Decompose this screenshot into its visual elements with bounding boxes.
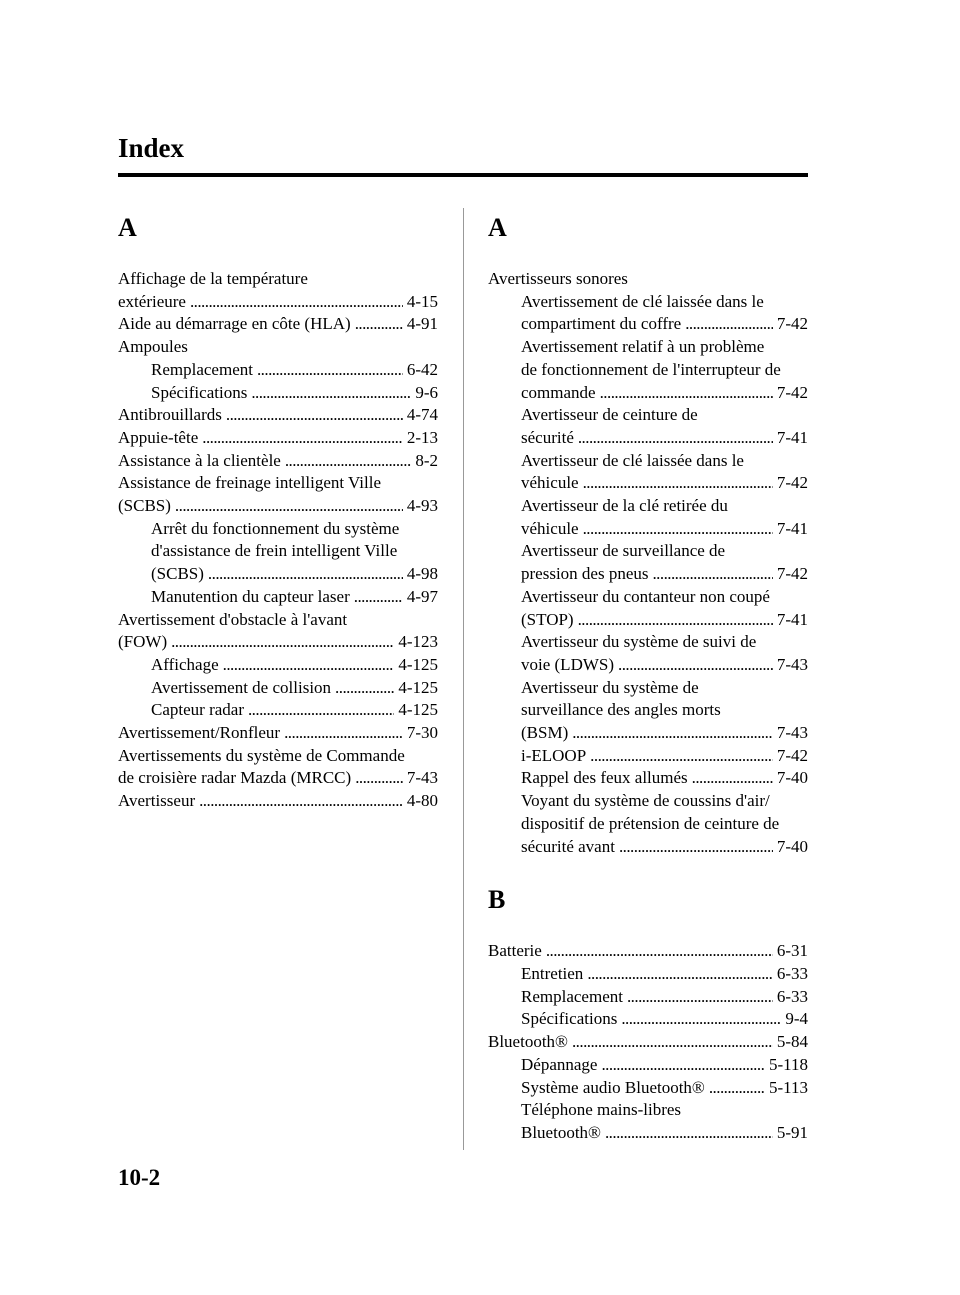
section-letter-a-continued: A [488,213,507,242]
dot-leader [248,699,394,722]
entry-page-ref: 6-33 [776,963,808,983]
entry-term: véhicule [521,518,579,538]
index-subentry-text: Avertisseur du système de [521,677,699,697]
entry-term: Avertisseur [118,791,196,811]
entry-term: voie (LDWS) [521,654,615,674]
entry-page-ref: 7-42 [776,314,808,334]
entry-term: Bluetooth® [488,1032,568,1052]
entry-page-ref: 4-15 [406,291,438,311]
entry-page-ref: 8-2 [415,450,438,470]
index-subentry [118,677,438,700]
dot-leader [175,495,403,518]
entry-page-ref: 6-42 [406,359,438,379]
entry-page-ref: 4-97 [406,586,438,606]
entry-page-ref: 4-125 [398,677,438,697]
entry-term: (SCBS) [151,564,204,584]
index-entry [118,427,438,450]
index-entry-text: Avertissements du système de Commande [118,745,405,765]
index-entry [118,313,438,336]
index-subentry [488,1008,808,1031]
entry-page-ref: 5-91 [776,1122,808,1142]
index-subentry [118,359,438,382]
dot-leader [572,722,773,745]
index-entry [118,722,438,745]
dot-leader [578,609,773,632]
index-subentry [488,1122,808,1145]
dot-leader [587,963,773,986]
index-subentry-text: de fonctionnement de l'interrupteur de [521,359,781,379]
index-subentry [118,382,438,405]
page-number: 10-2 [118,1165,161,1190]
index-subentry-text: Avertisseur de clé laissée dans le [521,450,744,470]
entry-term: extérieure [118,291,186,311]
index-subentry-text: Téléphone mains-libres [521,1100,682,1120]
dot-leader [354,586,403,609]
dot-leader [600,382,773,405]
index-subentry [488,313,808,336]
entry-term: Capteur radar [151,700,244,720]
entry-term: Avertissement de collision [151,677,332,697]
dot-leader [601,1054,765,1077]
index-entry [118,450,438,473]
entry-term: Entretien [521,963,584,983]
page-title: Index [118,133,185,163]
index-entry [488,1031,808,1054]
index-subentry [488,654,808,677]
entry-page-ref: 7-40 [776,836,808,856]
entry-page-ref: 7-42 [776,473,808,493]
entry-term: Assistance à la clientèle [118,450,281,470]
dot-leader [355,313,403,336]
index-subentry [488,836,808,859]
dot-leader [652,563,772,586]
entry-page-ref: 7-43 [776,723,808,743]
index-entry-text: Avertissement d'obstacle à l'avant [118,609,348,629]
entry-term: Affichage [151,654,219,674]
entry-term: sécurité avant [521,836,615,856]
index-subentry [488,382,808,405]
entry-page-ref: 7-42 [776,564,808,584]
entry-page-ref: 2-13 [406,427,438,447]
entry-term: Appuie-tête [118,427,199,447]
index-subentry [488,1077,808,1100]
index-entry [118,790,438,813]
dot-leader [578,427,773,450]
index-subentry-text: Voyant du système de coussins d'air/ [521,791,770,811]
entry-term: i-ELOOP [521,745,587,765]
entry-term: (SCBS) [118,496,171,516]
index-subentry [488,986,808,1009]
dot-leader [685,313,773,336]
entry-term: Dépannage [521,1054,598,1074]
entry-page-ref: 4-74 [406,405,438,425]
dot-leader [208,563,403,586]
dot-leader [285,450,411,473]
index-entry [118,495,438,518]
index-entry [118,404,438,427]
entry-term: Batterie [488,941,542,961]
index-entry-text: Avertisseurs sonores [488,269,628,288]
entry-page-ref: 7-43 [776,654,808,674]
index-subentry-text: Avertissement relatif à un problème [521,337,765,357]
index-subentry-text: Avertisseur de surveillance de [521,541,726,561]
index-subentry [488,767,808,790]
entry-page-ref: 7-40 [776,768,808,788]
entry-page-ref: 7-41 [776,609,808,629]
index-column-right [488,208,808,1145]
index-subentry-text: Avertisseur du contanteur non coupé [521,586,770,606]
index-entry [118,767,438,790]
header-rule [118,173,808,177]
dot-leader [692,767,773,790]
dot-leader [190,291,403,314]
entry-term: Manutention du capteur laser [151,586,350,606]
index-entry [118,291,438,314]
dot-leader [619,836,773,859]
entry-term: (FOW) [118,632,168,652]
entry-page-ref: 7-42 [776,745,808,765]
dot-leader [257,359,403,382]
dot-leader [202,427,403,450]
entry-term: sécurité [521,427,574,447]
entry-page-ref: 4-125 [398,654,438,674]
entry-page-ref: 9-6 [415,382,438,402]
index-entry [118,631,438,654]
entry-term: Spécifications [151,382,248,402]
dot-leader [226,404,403,427]
index-subentry [488,472,808,495]
index-list [488,940,808,1144]
entry-term: Remplacement [521,986,623,1006]
entry-page-ref: 5-118 [768,1054,808,1074]
index-subentry [488,963,808,986]
entry-page-ref: 9-4 [785,1009,808,1029]
entry-term: Bluetooth® [521,1122,601,1142]
dot-leader [605,1122,773,1145]
index-subentry-text: surveillance des angles morts [521,700,721,720]
index-entry-text: Ampoules [118,337,188,357]
index-subentry-text: Avertisseur du système de suivi de [521,632,757,652]
dot-leader [590,745,773,768]
entry-page-ref: 4-93 [406,496,438,516]
index-subentry-text: Arrêt du fonctionnement du système [151,518,400,538]
entry-page-ref: 7-42 [776,382,808,402]
dot-leader [627,986,773,1009]
index-entry-text: Affichage de la température [118,269,308,288]
index-subentry [488,1054,808,1077]
index-entry [488,940,808,963]
entry-term: Remplacement [151,359,253,379]
index-subentry-text: Avertisseur de ceinture de [521,405,698,425]
section-letter-a: A [118,213,137,242]
index-subentry [118,654,438,677]
dot-leader [171,631,394,654]
dot-leader [546,940,773,963]
index-subentry-text: dispositif de prétension de ceinture de [521,813,780,833]
dot-leader [251,382,411,405]
index-subentry [488,518,808,541]
entry-term: commande [521,382,596,402]
section-letter-b: B [488,885,506,915]
index-subentry [488,745,808,768]
entry-page-ref: 6-31 [776,941,808,961]
dot-leader [618,654,773,677]
entry-page-ref: 7-30 [406,723,438,743]
index-subentry-text: Avertissement de clé laissée dans le [521,291,764,311]
dot-leader [223,654,395,677]
dot-leader [284,722,403,745]
dot-leader [709,1077,765,1100]
dot-leader [583,472,773,495]
dot-leader [621,1008,781,1031]
entry-term: pression des pneus [521,564,649,584]
index-subentry [118,699,438,722]
entry-term: Système audio Bluetooth® [521,1077,705,1097]
dot-leader [335,677,394,700]
entry-term: (BSM) [521,723,569,743]
entry-term: Avertissement/Ronfleur [118,723,281,743]
entry-page-ref: 7-43 [406,768,438,788]
entry-term: compartiment du coffre [521,314,682,334]
index-subentry [488,427,808,450]
entry-term: Rappel des feux allumés [521,768,688,788]
index-list [118,268,438,813]
entry-term: de croisière radar Mazda (MRCC) [118,768,352,788]
entry-page-ref: 4-80 [406,791,438,811]
entry-term: Antibrouillards [118,405,222,425]
dot-leader [199,790,403,813]
entry-page-ref: 4-125 [398,700,438,720]
entry-page-ref: 7-41 [776,518,808,538]
entry-page-ref: 4-98 [406,564,438,584]
dot-leader [572,1031,773,1054]
index-subentry-text: Avertisseur de la clé retirée du [521,496,728,516]
index-subentry [118,563,438,586]
dot-leader [583,518,773,541]
entry-term: Spécifications [521,1009,618,1029]
index-subentry [488,563,808,586]
index-subentry [488,722,808,745]
index-entry-text: Assistance de freinage intelligent Ville [118,473,382,493]
entry-page-ref: 5-84 [776,1032,808,1052]
entry-term: (STOP) [521,609,574,629]
entry-term: Aide au démarrage en côte (HLA) [118,314,351,334]
index-subentry [118,586,438,609]
entry-page-ref: 5-113 [768,1077,808,1097]
dot-leader [355,767,403,790]
index-subentry [488,609,808,632]
column-divider [463,208,464,1150]
index-subentry-text: d'assistance de frein intelligent Ville [151,541,398,561]
entry-page-ref: 6-33 [776,986,808,1006]
entry-page-ref: 7-41 [776,427,808,447]
entry-page-ref: 4-91 [406,314,438,334]
index-list [488,268,808,858]
entry-page-ref: 4-123 [398,632,438,652]
index-column-left [118,208,438,813]
entry-term: véhicule [521,473,579,493]
